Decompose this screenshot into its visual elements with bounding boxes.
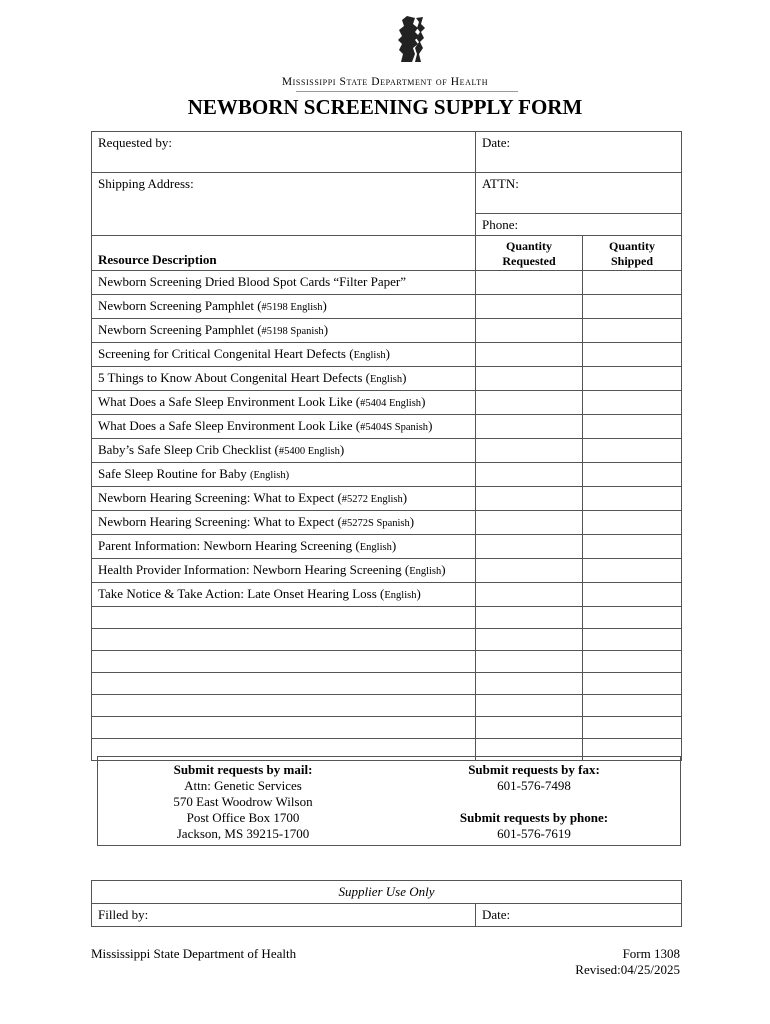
mail-section (168, 762, 318, 842)
quantity-requested-cell[interactable] (476, 415, 583, 439)
quantity-requested-cell[interactable] (476, 319, 583, 343)
attn-label: ATTN: (482, 176, 519, 191)
table-row (92, 295, 682, 319)
form-title: NEWBORN SCREENING SUPPLY FORM (187, 95, 583, 119)
quantity-requested-cell[interactable] (476, 629, 583, 651)
quantity-requested-cell[interactable] (476, 717, 583, 739)
quantity-requested-cell[interactable] (476, 463, 583, 487)
table-row (92, 271, 682, 295)
table-row (92, 583, 682, 607)
quantity-shipped-cell[interactable] (583, 487, 682, 511)
table-row (92, 367, 682, 391)
quantity-shipped-cell[interactable] (583, 439, 682, 463)
supplier-use-heading: Supplier Use Only (92, 881, 682, 904)
mail-heading: Submit requests by mail: (173, 762, 313, 777)
blank-row (92, 607, 682, 629)
quantity-shipped-cell[interactable] (583, 367, 682, 391)
quantity-shipped-cell[interactable] (583, 343, 682, 367)
blank-row (92, 651, 682, 673)
shipping-row (92, 173, 682, 214)
mail-line: Jackson, MS 39215-1700 (176, 826, 310, 841)
table-row (92, 319, 682, 343)
blank-resource-cell[interactable] (92, 629, 476, 651)
resource-item: Newborn Hearing Screening: What to Expect (#5272S Spanish) (92, 511, 476, 535)
resource-item: Safe Sleep Routine for Baby (English) (92, 463, 476, 487)
blank-row (92, 695, 682, 717)
date-field[interactable] (476, 132, 682, 173)
quantity-shipped-header: Quantity Shipped (583, 236, 682, 271)
quantity-requested-cell[interactable] (476, 583, 583, 607)
phone-field[interactable] (476, 214, 682, 236)
resource-item: 5 Things to Know About Congenital Heart Defects (English) (92, 367, 476, 391)
blank-resource-cell[interactable] (92, 717, 476, 739)
submit-requests-box (97, 756, 681, 846)
supplier-date-field[interactable] (476, 904, 682, 927)
table-row (92, 415, 682, 439)
quantity-requested-cell[interactable] (476, 487, 583, 511)
resource-item: Baby’s Safe Sleep Crib Checklist (#5400 English) (92, 439, 476, 463)
quantity-requested-cell[interactable] (476, 535, 583, 559)
requested-by-field[interactable] (92, 132, 476, 173)
phone-heading: Submit requests by phone: (459, 810, 609, 825)
blank-resource-cell[interactable] (92, 651, 476, 673)
quantity-shipped-cell[interactable] (583, 271, 682, 295)
resource-description-header: Resource Description (92, 236, 476, 271)
resource-item: Take Notice & Take Action: Late Onset Hearing Loss (English) (92, 583, 476, 607)
supply-form-table (91, 131, 682, 761)
quantity-requested-cell[interactable] (476, 295, 583, 319)
form-number: Form 1308 (622, 946, 680, 961)
requested-by-label: Requested by: (98, 135, 173, 150)
msdh-logo-icon (385, 14, 445, 76)
quantity-shipped-cell[interactable] (583, 535, 682, 559)
column-header-row (92, 236, 682, 271)
quantity-shipped-cell[interactable] (583, 717, 682, 739)
resource-item: Newborn Screening Dried Blood Spot Cards “Filter Paper” (92, 271, 476, 295)
resource-item: Health Provider Information: Newborn Hearing Screening (English) (92, 559, 476, 583)
blank-row (92, 673, 682, 695)
resource-item: Screening for Critical Congenital Heart Defects (English) (92, 343, 476, 367)
table-row (92, 535, 682, 559)
quantity-shipped-cell[interactable] (583, 695, 682, 717)
attn-field[interactable] (476, 173, 682, 214)
quantity-shipped-cell[interactable] (583, 463, 682, 487)
quantity-requested-cell[interactable] (476, 367, 583, 391)
quantity-shipped-cell[interactable] (583, 651, 682, 673)
quantity-requested-cell[interactable] (476, 673, 583, 695)
quantity-requested-cell[interactable] (476, 651, 583, 673)
table-row (92, 463, 682, 487)
table-row (92, 511, 682, 535)
quantity-shipped-cell[interactable] (583, 559, 682, 583)
resource-item: Newborn Screening Pamphlet (#5198 English) (92, 295, 476, 319)
fax-number: 601-576-7498 (497, 778, 571, 793)
shipping-address-field[interactable] (92, 173, 476, 236)
filled-by-field[interactable] (92, 904, 476, 927)
quantity-shipped-cell[interactable] (583, 629, 682, 651)
resource-item: What Does a Safe Sleep Environment Look Like (#5404 English) (92, 391, 476, 415)
table-row (92, 559, 682, 583)
footer-form-info (575, 946, 680, 978)
quantity-requested-cell[interactable] (476, 511, 583, 535)
quantity-requested-cell[interactable] (476, 391, 583, 415)
quantity-requested-cell[interactable] (476, 695, 583, 717)
quantity-requested-cell[interactable] (476, 271, 583, 295)
mail-line: 570 East Woodrow Wilson (173, 794, 313, 809)
supplier-use-table (91, 880, 682, 927)
requested-by-row (92, 132, 682, 173)
resource-item: Parent Information: Newborn Hearing Screening (English) (92, 535, 476, 559)
table-row (92, 391, 682, 415)
quantity-shipped-cell[interactable] (583, 511, 682, 535)
fax-phone-section (438, 762, 630, 842)
quantity-shipped-cell[interactable] (583, 391, 682, 415)
mail-line: Attn: Genetic Services (184, 778, 302, 793)
quantity-requested-cell[interactable] (476, 343, 583, 367)
blank-resource-cell[interactable] (92, 673, 476, 695)
supplier-date-label: Date: (482, 907, 511, 922)
blank-resource-cell[interactable] (92, 695, 476, 717)
quantity-requested-cell[interactable] (476, 607, 583, 629)
resource-item: Newborn Screening Pamphlet (#5198 Spanish) (92, 319, 476, 343)
shipping-address-label: Shipping Address: (98, 176, 194, 191)
quantity-requested-cell[interactable] (476, 439, 583, 463)
filled-by-label: Filled by: (98, 907, 149, 922)
agency-divider (296, 91, 518, 92)
quantity-requested-header: Quantity Requested (476, 236, 583, 271)
quantity-requested-cell[interactable] (476, 559, 583, 583)
blank-resource-cell[interactable] (92, 607, 476, 629)
fax-heading: Submit requests by fax: (468, 762, 600, 777)
blank-row (92, 629, 682, 651)
date-label: Date: (482, 135, 511, 150)
table-row (92, 439, 682, 463)
quantity-shipped-cell[interactable] (583, 415, 682, 439)
quantity-shipped-cell[interactable] (583, 319, 682, 343)
phone-label: Phone: (482, 217, 519, 232)
revised-date: Revised:04/25/2025 (575, 962, 680, 977)
table-row (92, 487, 682, 511)
table-row (92, 343, 682, 367)
quantity-shipped-cell[interactable] (583, 295, 682, 319)
mail-line: Post Office Box 1700 (186, 810, 300, 825)
phone-number: 601-576-7619 (497, 826, 571, 841)
quantity-shipped-cell[interactable] (583, 607, 682, 629)
resource-item: What Does a Safe Sleep Environment Look Like (#5404S Spanish) (92, 415, 476, 439)
footer-agency: Mississippi State Department of Health (91, 946, 297, 961)
agency-name: Mississippi State Department of Health (281, 76, 489, 88)
blank-row (92, 717, 682, 739)
quantity-shipped-cell[interactable] (583, 583, 682, 607)
resource-item: Newborn Hearing Screening: What to Expect (#5272 English) (92, 487, 476, 511)
quantity-shipped-cell[interactable] (583, 673, 682, 695)
